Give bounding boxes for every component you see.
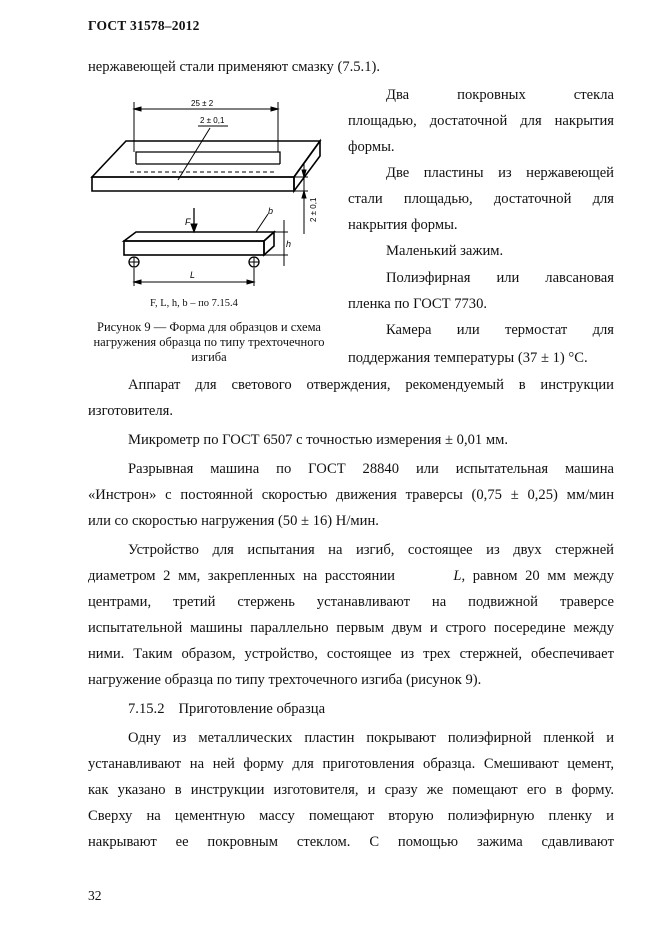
text-line: стали площадью, достаточной для	[348, 191, 614, 207]
text-line-with-variable	[88, 568, 614, 585]
text-line: Две пластины из нержавеющей	[386, 165, 614, 181]
recess-back	[136, 152, 280, 164]
section-number: 7.15.2	[128, 701, 165, 717]
text-line: или со скоростью нагружения (50 ± 16) Н/мин.	[88, 513, 379, 529]
arrow-down	[302, 191, 306, 198]
text-line: Два покровных стекла	[386, 87, 614, 103]
document-header: ГОСТ 31578–2012	[88, 18, 200, 33]
text-line: как указано в инструкции изготовителя, и сразу же помещают его в форму.	[88, 782, 614, 798]
text-line: нержавеющей стали применяют смазку (7.5.1).	[88, 59, 381, 75]
text-line: нагружение образца по типу трехточечного изгиба (рисунок 9).	[88, 672, 482, 688]
text-line: Сверху на цементную массу помещают вторую полиэфирную пленку и	[88, 808, 614, 824]
specimen-front-face	[124, 241, 264, 255]
text-fragment: диаметром 2 мм, закрепленных на расстоянии	[88, 568, 395, 584]
section-title: Приготовление образца	[178, 701, 326, 717]
specimen-side-face	[264, 232, 274, 255]
text-line: устанавливают на ней форму для приготовления образца. Смешивают цемент,	[88, 756, 614, 772]
plate-front-face	[92, 177, 294, 191]
b-leader	[256, 214, 268, 232]
plate-side-face	[294, 141, 320, 191]
text-line: центрами, третий стержень устанавливают на подвижной траверсе	[88, 594, 614, 610]
text-line: «Инстрон» с постоянной скоростью движения траверсы (0,75 ± 0,25) мм/мин	[88, 487, 614, 503]
text-line: ними. Таким образом, устройство, состоящее из трех стержней, обеспечивает	[88, 646, 614, 662]
dim-2-label: 2 ± 0,1	[200, 116, 225, 125]
text-line: Камера или термостат для	[386, 322, 614, 338]
dim-25-label: 25 ± 2	[191, 99, 214, 108]
figure-caption: Рисунок 9 — Форма для образцов и схема нагружения образца по типу трехточечного изгиба	[93, 320, 325, 364]
figure-9-drawing	[88, 94, 330, 289]
text-line: поддержания температуры (37 ± 1) °С.	[348, 350, 588, 366]
arrow-right	[271, 107, 278, 111]
force-arrow-head	[191, 224, 197, 232]
text-line: Маленький зажим.	[386, 243, 504, 259]
text-fragment-with-variable	[453, 568, 614, 585]
text-line: Разрывная машина по ГОСТ 28840 или испытательная машина	[128, 461, 614, 477]
variable-L: L	[453, 568, 462, 584]
text-fragment: , равном 20 мм между	[461, 568, 614, 584]
text-line: накрытия формы.	[348, 217, 458, 233]
arrow-left	[134, 107, 141, 111]
L-label: L	[190, 270, 196, 280]
text-line: изготовителя.	[88, 403, 173, 419]
text-line: пленка по ГОСТ 7730.	[348, 296, 488, 312]
text-line: Аппарат для светового отверждения, рекомендуемый в инструкции	[128, 377, 614, 393]
force-label: F	[185, 217, 191, 227]
specimen-top-face	[124, 232, 274, 241]
text-line: Устройство для испытания на изгиб, состоящее из двух стержней	[128, 542, 614, 558]
section-heading	[128, 701, 325, 718]
text-line: Полиэфирная или лавсановая	[386, 270, 614, 286]
text-line: накрывают ее покровным стеклом. С помощью зажима сдавливают	[88, 834, 614, 850]
text-line: формы.	[348, 139, 395, 155]
plate-top-face	[92, 141, 320, 177]
figure-note: F, L, h, b – по 7.15.4	[150, 298, 238, 309]
text-line: испытательной машины параллельно первым двум и строго посередине между	[88, 620, 614, 636]
text-line: Одну из металлических пластин покрывают полиэфирной пленкой и	[128, 730, 614, 746]
b-label: b	[268, 206, 274, 216]
text-line: площадью, достаточной для накрытия	[348, 113, 614, 129]
h-label: h	[286, 239, 292, 249]
dim-2-vertical-label: 2 ± 0,1	[309, 197, 318, 222]
text-line: Микрометр по ГОСТ 6507 с точностью измерения ± 0,01 мм.	[128, 432, 508, 448]
page-number: 32	[88, 888, 102, 903]
